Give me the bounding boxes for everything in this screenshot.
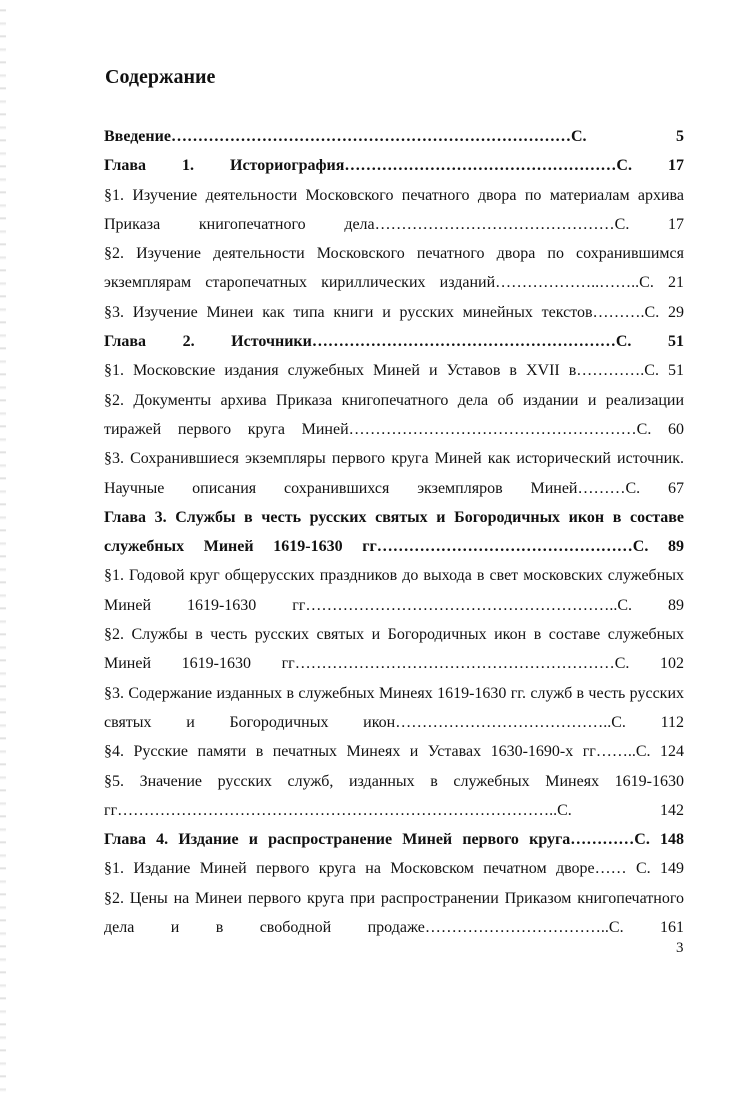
scan-edge-artifact (0, 0, 6, 1100)
toc-entry-ch3-section-4: §4. Русские памяти в печатных Минеях и Уставах 1630-1690-х гг……..С. 124 (104, 743, 684, 761)
page-title: Содержание (105, 66, 216, 88)
toc-entry-ch3-section-2: §2. Службы в честь русских святых и Богородичных икон в составе служебных Миней 1619-1630 гг……………………………………………………С. 102 (104, 626, 684, 673)
toc-entry-chapter-2: Глава 2. Источники…………………………………………………С. 51 (104, 333, 684, 351)
page-number: 3 (676, 940, 684, 956)
toc-entry-ch1-section-1: §1. Изучение деятельности Московского печатного двора по материалам архива Приказа книгопечатного дела………………………………………С. 17 (104, 186, 684, 233)
toc-entry-ch2-section-2: §2. Документы архива Приказа книгопечатного дела об издании и реализации тиражей первого круга Миней………………………………………………С. 60 (104, 391, 684, 438)
toc-entry-ch3-section-5: §5. Значение русских служб, изданных в служебных Минеях 1619-1630 гг………………………………………………………………………..С. 142 (104, 772, 684, 819)
toc-entry-chapter-1: Глава 1. Историография……………………………………………С. 17 (104, 157, 684, 175)
toc-entry-ch1-section-2: §2. Изучение деятельности Московского печатного двора по сохранившимся экземплярам старопечатных кириллических изданий………………..……..С. 21 (104, 245, 684, 292)
toc-entry-ch2-section-3: §3. Сохранившиеся экземпляры первого круга Миней как исторический источник. Научные описания сохранившихся экземпляров Миней………С. 67 (104, 450, 684, 497)
toc-entry-chapter-4: Глава 4. Издание и распространение Миней первого круга…………С. 148 (104, 831, 684, 849)
toc-entry-ch4-section-2: §2. Цены на Минеи первого круга при распространении Приказом книгопечатного дела и в свободной продаже……………………………..С. 161 (104, 889, 684, 937)
toc-entry-chapter-3: Глава 3. Службы в честь русских святых и Богородичных икон в составе служебных Миней 1619-1630 гг…………………………………………С. 89 (104, 508, 684, 556)
toc-entry-ch1-section-3: §3. Изучение Минеи как типа книги и русских минейных текстов……….С. 29 (104, 303, 684, 321)
toc-entry-ch3-section-1: §1. Годовой круг общерусских праздников до выхода в свет московских служебных Миней 1619-1630 гг…………………………………………………..С. 89 (104, 567, 684, 614)
toc-entry-ch4-section-1: §1. Издание Миней первого круга на Московском печатном дворе…… С. 149 (104, 860, 684, 878)
toc-entry-ch3-section-3: §3. Содержание изданных в служебных Минеях 1619-1630 гг. служб в честь русских святых и Богородичных икон…………………………………..С. 112 (104, 684, 684, 731)
table-of-contents (104, 122, 684, 942)
toc-entry-ch2-section-1: §1. Московские издания служебных Миней и Уставов в XVII в………….С. 51 (104, 362, 684, 380)
toc-entry-introduction: Введение…………………………………………………………………С. 5 (104, 128, 684, 145)
